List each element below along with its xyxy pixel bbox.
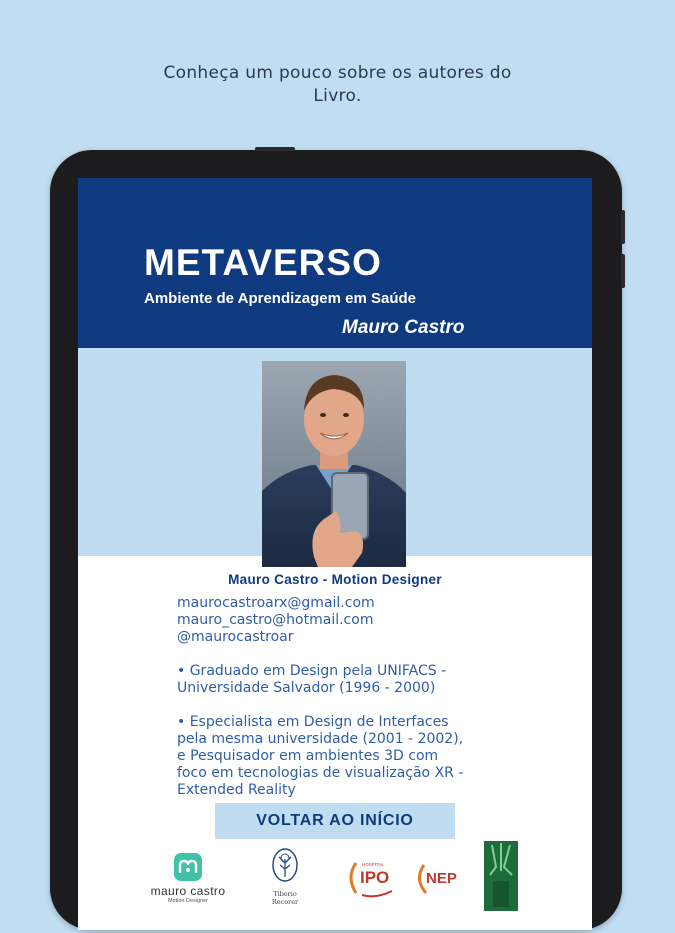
mauro-castro-mark-icon [174, 853, 202, 881]
bio-bullet-1-line-1: • Graduado em Design pela UNIFACS - [177, 663, 447, 679]
tablet-frame [50, 150, 622, 930]
mauro-castro-logo [140, 853, 236, 904]
contact-email-2: mauro_castro@hotmail.com [177, 612, 374, 628]
tree-emblem-icon [271, 847, 299, 883]
back-to-start-button[interactable]: VOLTAR AO INÍCIO [215, 803, 455, 839]
contact-email-1: maurocastroarx@gmail.com [177, 595, 375, 611]
book-cover-header [78, 178, 592, 348]
tablet-volume-down-button [621, 254, 625, 288]
tablet-screen [78, 178, 592, 930]
book-author: Mauro Castro [342, 317, 465, 338]
intro-caption-line2: Livro. [313, 86, 362, 106]
author-photo [262, 361, 406, 567]
contact-handle: @maurocastroar [177, 629, 294, 645]
bio-bullet-2-line-4: foco em tecnologias de visualização XR - [177, 765, 464, 781]
mauro-castro-logo-tag: Motion Designer [167, 898, 209, 904]
bio-bullet-2-line-1: • Especialista em Design de Interfaces [177, 714, 449, 730]
bio-bullet-2-line-3: e Pesquisador em ambientes 3D com [177, 748, 439, 764]
ipo-logo-text: IPO [360, 868, 390, 887]
intro-caption-line1: Conheça um pouco sobre os autores do [163, 63, 512, 83]
mauro-castro-logo-name: mauro castro [150, 884, 226, 898]
nep-logo-text: NEP [426, 870, 457, 887]
tablet-volume-up-button [621, 210, 625, 244]
eco-logo [484, 841, 518, 911]
author-name-line: Mauro Castro - Motion Designer [228, 572, 442, 587]
tablet-top-button [255, 147, 295, 151]
eco-leaf-icon [484, 841, 518, 911]
hospital-ipo-logo [346, 857, 402, 899]
nep-logo [414, 857, 464, 899]
sponsor-logos [78, 843, 592, 933]
bio-bullet-2-line-2: pela mesma universidade (2001 - 2002), [177, 731, 464, 747]
tiberio-logo-name: Tiberio Recorer [271, 890, 299, 906]
book-subtitle: Ambiente de Aprendizagem em Saúde [144, 290, 417, 307]
bio-bullet-2-line-5: Extended Reality [177, 782, 296, 798]
tiberio-logo [260, 847, 310, 906]
book-title: METAVERSO [144, 242, 382, 283]
intro-caption [0, 62, 675, 108]
author-bio [177, 595, 517, 798]
ipo-logo-small-text: HOSPITAL [362, 862, 384, 867]
bio-bullet-1-line-2: Universidade Salvador (1996 - 2000) [177, 680, 436, 696]
